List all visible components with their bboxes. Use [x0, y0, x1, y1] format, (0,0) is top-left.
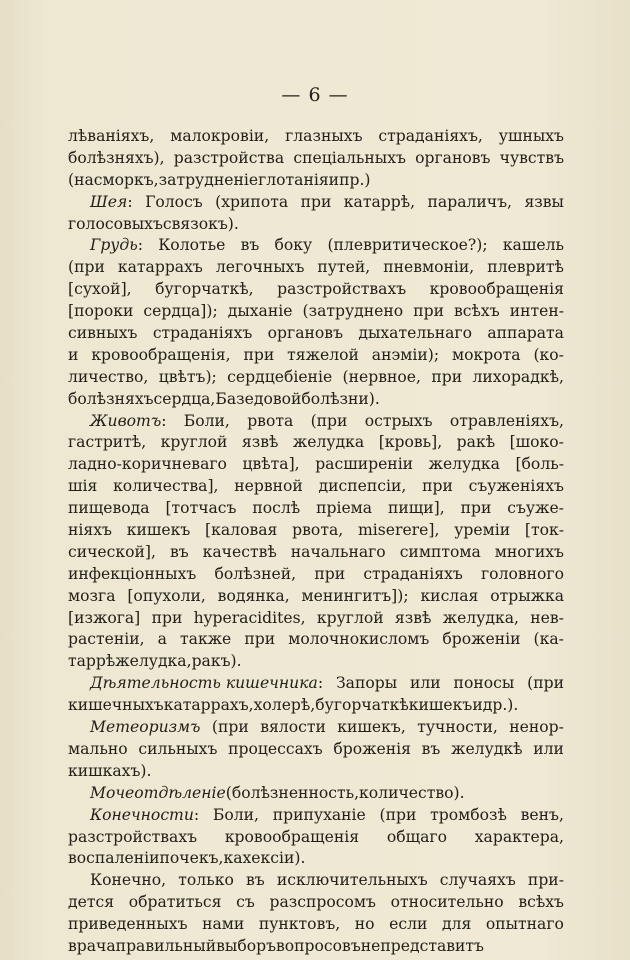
- section-heading: Шея: [90, 192, 128, 211]
- text-word: болѣзняхъ: [68, 389, 154, 408]
- text-word: [шоко-: [509, 433, 564, 452]
- text-word: [изжога]: [68, 608, 141, 627]
- text-word: припуханіе: [272, 805, 366, 824]
- page-number: — 6 —: [281, 84, 349, 106]
- section-paragraph: [68, 411, 564, 674]
- text-word: тучности,: [417, 718, 498, 737]
- text-word: (при: [211, 718, 249, 737]
- text-word: разстройствахъ: [68, 827, 198, 846]
- text-word: и: [328, 170, 340, 189]
- text-word: Запоры: [335, 674, 398, 693]
- text-word: Боли,: [212, 805, 259, 824]
- text-word: для: [441, 915, 472, 934]
- text-word: [90, 717, 200, 739]
- text-word: также: [180, 630, 232, 649]
- text-line: [68, 389, 564, 411]
- paragraph: [68, 126, 564, 192]
- text-word: ніяхъ: [68, 521, 112, 540]
- text-word: дется: [68, 893, 115, 912]
- text-word: диспепсіи,: [318, 477, 407, 496]
- text-word: въ: [169, 542, 189, 561]
- text-word: боку: [274, 236, 313, 255]
- text-line: [68, 323, 564, 345]
- text-line: [68, 870, 564, 892]
- paragraph: [68, 870, 564, 958]
- text-word: при: [300, 192, 332, 211]
- text-word: [каловая: [205, 521, 278, 540]
- text-line: [68, 214, 564, 236]
- text-word: уремiи: [454, 521, 511, 540]
- section-paragraph: [68, 673, 564, 717]
- text-word: катаррахъ: [117, 258, 203, 277]
- text-word: при: [244, 630, 276, 649]
- text-word: сердцебіеніе: [227, 367, 333, 386]
- text-word: Боли,: [183, 411, 230, 430]
- text-line: [68, 432, 564, 454]
- text-line: [68, 673, 564, 695]
- text-word: если: [389, 915, 428, 934]
- text-word: нами: [202, 915, 245, 934]
- text-word: холерѣ,: [253, 696, 316, 715]
- text-line: [68, 936, 564, 958]
- text-line: [68, 476, 564, 498]
- text-word: представитъ: [380, 936, 484, 955]
- text-word: сической],: [68, 542, 156, 561]
- text-line: [68, 257, 564, 279]
- text-word: органовъ: [415, 148, 491, 167]
- text-word: [90, 783, 226, 805]
- section-paragraph: [68, 192, 564, 236]
- text-word: менингитъ]);: [301, 586, 409, 605]
- text-word: болѣзняхъ),: [68, 148, 165, 167]
- text-word: количества],: [113, 477, 219, 496]
- text-word: (при: [68, 258, 105, 277]
- text-word: катаррахъ,: [163, 696, 254, 715]
- text-word: miserere],: [357, 521, 440, 540]
- text-word: съуже-: [507, 499, 564, 518]
- text-word: разстройствахъ: [277, 280, 407, 299]
- text-line: [68, 651, 564, 673]
- text-word: кислая: [420, 586, 479, 605]
- text-word: интен-: [509, 302, 564, 321]
- text-word: [опухоли,: [127, 586, 206, 605]
- text-word: мокрота: [451, 345, 521, 364]
- text-word: язвѣ: [394, 608, 432, 627]
- text-word: кишечныхъ: [68, 696, 164, 715]
- text-word: пневмоніи,: [383, 258, 475, 277]
- text-word: кишекъ: [126, 521, 191, 540]
- text-line: [68, 454, 564, 476]
- text-word: круглой: [160, 433, 228, 452]
- text-word: при: [422, 477, 453, 496]
- text-word: водянка,: [217, 586, 290, 605]
- text-word: желудка,: [115, 652, 192, 671]
- text-word: (болѣзненность,: [225, 783, 360, 802]
- text-word: отравленіяхъ,: [449, 411, 564, 430]
- body-text: [68, 126, 564, 958]
- text-line: [68, 192, 564, 214]
- text-word: глотанія: [258, 170, 329, 189]
- text-word: разстройства: [173, 148, 285, 167]
- text-word: (плевритическое?);: [327, 236, 488, 255]
- text-word: отрыжка: [490, 586, 564, 605]
- text-line: [68, 783, 564, 805]
- text-word: приведенныхъ: [68, 915, 188, 934]
- text-word: (насморкъ,: [68, 170, 159, 189]
- text-word: пищи],: [388, 499, 445, 518]
- text-word: катаррѣ,: [343, 192, 416, 211]
- text-word: желудка,: [442, 608, 519, 627]
- text-line: [68, 848, 564, 870]
- text-word: не: [360, 936, 381, 955]
- text-line: [68, 148, 564, 170]
- text-word: ненор-: [509, 718, 564, 737]
- text-word: Базедовой: [215, 389, 302, 408]
- text-line: [68, 279, 564, 301]
- text-word: относительно: [390, 893, 504, 912]
- text-word: ракъ).: [191, 652, 242, 671]
- section-heading: Животъ: [90, 411, 162, 430]
- text-word: желудка: [292, 433, 365, 452]
- text-word: пищевода: [68, 499, 150, 518]
- text-word: венъ,: [520, 805, 564, 824]
- section-paragraph: [68, 805, 564, 871]
- text-word: Дѣятельность кишечника:: [90, 674, 324, 693]
- text-word: дыхательнаго: [358, 324, 472, 343]
- text-word: общаго: [386, 827, 447, 846]
- text-word: мально: [68, 739, 128, 758]
- text-word: Колотье: [158, 236, 226, 255]
- text-word: съ: [236, 893, 255, 912]
- text-line: [68, 498, 564, 520]
- text-word: желудка: [428, 455, 500, 474]
- text-line: [68, 367, 564, 389]
- text-line: [68, 805, 564, 827]
- text-word: цвѣтъ);: [158, 367, 217, 386]
- text-word: мозга: [68, 586, 116, 605]
- text-word: кашель: [502, 236, 564, 255]
- text-word: кишекъ: [408, 696, 473, 715]
- text-word: кахексіи).: [223, 849, 306, 868]
- text-word: бугорчаткѣ: [315, 696, 409, 715]
- section-heading: Дѣятельность кишечника: [90, 674, 318, 693]
- text-line: [68, 411, 564, 433]
- text-word: пріема: [316, 499, 373, 518]
- text-word: связокъ).: [162, 214, 239, 233]
- text-word: рвота: [247, 411, 294, 430]
- text-line: [68, 345, 564, 367]
- text-word: гастритѣ,: [68, 433, 147, 452]
- text-word: бугорчаткѣ,: [155, 280, 254, 299]
- text-word: а: [157, 630, 167, 649]
- text-word: [сухой],: [68, 280, 132, 299]
- text-word: желудкѣ: [451, 739, 523, 758]
- text-word: (нервное,: [342, 367, 421, 386]
- text-word: [боль-: [515, 455, 564, 474]
- text-word: почекъ,: [159, 849, 224, 868]
- text-word: при: [413, 302, 444, 321]
- text-word: въ: [240, 236, 260, 255]
- text-line: [68, 892, 564, 914]
- text-word: при: [314, 564, 346, 583]
- text-word: кишекъ,: [337, 718, 406, 737]
- text-word: начальнаго: [290, 542, 386, 561]
- text-word: расширеніи: [315, 455, 414, 474]
- text-word: [пороки: [68, 302, 134, 321]
- text-line: [68, 520, 564, 542]
- text-word: или: [409, 674, 441, 693]
- text-word: [кровь],: [378, 433, 443, 452]
- text-word: воспаленіи: [68, 849, 160, 868]
- text-word: чувствъ: [499, 148, 564, 167]
- text-word: Шея:: [90, 192, 133, 211]
- text-line: [68, 235, 564, 257]
- text-word: нервной: [234, 477, 303, 496]
- text-line: [68, 586, 564, 608]
- text-word: нев-: [530, 608, 564, 627]
- section-heading: Грудь: [90, 236, 138, 255]
- text-word: но: [354, 915, 375, 934]
- text-word: плевритѣ: [487, 258, 564, 277]
- text-word: послѣ: [252, 499, 301, 518]
- section-heading: Конечности: [90, 805, 194, 824]
- text-word: въ: [245, 871, 265, 890]
- text-word: малокровіи,: [170, 127, 270, 145]
- text-word: лихорадкѣ,: [472, 367, 564, 386]
- text-word: Животъ:: [90, 411, 167, 430]
- text-line: [68, 761, 564, 783]
- text-word: тромбозѣ: [430, 805, 507, 824]
- text-word: кровообращенія: [429, 280, 564, 299]
- text-word: опытнаго: [485, 915, 564, 934]
- text-word: (ка-: [533, 630, 564, 649]
- text-word: (ко-: [533, 345, 564, 364]
- text-word: спеціальныхъ: [293, 148, 406, 167]
- text-word: тяжелой: [287, 345, 359, 364]
- text-word: или: [533, 739, 564, 758]
- text-word: [тотчасъ: [165, 499, 237, 518]
- text-word: анэміи);: [371, 345, 440, 364]
- text-word: при-: [527, 871, 564, 890]
- text-word: сильныхъ: [138, 739, 218, 758]
- text-word: язвы: [524, 192, 564, 211]
- text-word: кровообращенія,: [91, 345, 231, 364]
- text-word: рвота,: [292, 521, 344, 540]
- text-word: таррѣ: [68, 652, 116, 671]
- text-word: процессахъ: [228, 739, 323, 758]
- text-word: цвѣта],: [242, 455, 300, 474]
- text-word: съуженіяхъ: [468, 477, 564, 496]
- text-word: растеніи,: [68, 630, 145, 649]
- text-word: (при: [310, 411, 348, 430]
- text-word: сердца]);: [143, 302, 218, 321]
- text-line: [68, 717, 564, 739]
- text-word: многихъ: [494, 542, 564, 561]
- text-word: выборъ: [216, 936, 276, 955]
- text-word: молочнокисломъ: [288, 630, 430, 649]
- text-word: кровообращенія: [224, 827, 360, 846]
- text-word: броженіи: [442, 630, 521, 649]
- text-word: ушныхъ: [498, 127, 564, 145]
- text-word: круглой: [316, 608, 384, 627]
- text-word: головного: [481, 564, 564, 583]
- text-word: поносы: [453, 674, 515, 693]
- text-line: [68, 301, 564, 323]
- text-word: лѣваніяхъ,: [68, 127, 155, 145]
- text-word: ракѣ: [456, 433, 496, 452]
- text-word: обратиться: [128, 893, 222, 912]
- text-word: страданіяхъ,: [378, 127, 483, 145]
- text-word: количество).: [359, 783, 465, 802]
- text-word: характера,: [474, 827, 564, 846]
- text-word: болѣзни).: [301, 389, 380, 408]
- text-word: и: [472, 696, 483, 715]
- text-word: страданіяхъ: [363, 564, 463, 583]
- text-word: исключительныхъ: [276, 871, 428, 890]
- text-line: [68, 564, 564, 586]
- section-paragraph: [68, 717, 564, 783]
- text-word: аппарата: [487, 324, 564, 343]
- text-word: голосовыхъ: [68, 214, 163, 233]
- text-word: симптома: [399, 542, 481, 561]
- text-word: глазныхъ: [285, 127, 363, 145]
- text-line: [68, 126, 564, 148]
- text-word: острыхъ: [364, 411, 433, 430]
- text-word: броженія: [333, 739, 411, 758]
- text-line: [68, 170, 564, 192]
- text-word: въ: [421, 739, 441, 758]
- text-word: Конечности:: [90, 805, 200, 824]
- text-word: при: [460, 499, 492, 518]
- text-word: сердца,: [153, 389, 216, 408]
- text-word: Грудь:: [90, 236, 143, 255]
- text-word: инфекціонныхъ: [68, 564, 197, 583]
- text-word: дыханіе: [227, 302, 293, 321]
- text-word: затрудненіе: [158, 170, 259, 189]
- text-word: параличъ,: [427, 192, 512, 211]
- text-word: ладно-коричневаго: [68, 455, 227, 474]
- text-word: вопросовъ: [276, 936, 361, 955]
- text-word: кишкахъ).: [68, 761, 152, 780]
- text-word: язвѣ: [241, 433, 279, 452]
- text-word: качествѣ: [202, 542, 277, 561]
- text-word: врача: [68, 936, 116, 955]
- text-word: при: [243, 345, 275, 364]
- text-word: (хрипота: [215, 192, 289, 211]
- section-paragraph: [68, 783, 564, 805]
- text-word: сивныхъ: [68, 324, 138, 343]
- text-line: [68, 629, 564, 651]
- text-word: [ток-: [524, 521, 564, 540]
- section-paragraph: [68, 235, 564, 410]
- section-heading: Мочеотдѣленіе: [90, 783, 226, 802]
- text-word: разспросомъ: [269, 893, 376, 912]
- text-word: пунктовъ,: [258, 915, 341, 934]
- text-word: Голосъ: [145, 192, 203, 211]
- text-word: правильный: [115, 936, 217, 955]
- text-word: при: [431, 367, 463, 386]
- text-word: hyperacidites,: [193, 608, 306, 627]
- text-word: болѣзней,: [214, 564, 297, 583]
- section-heading: Метеоризмъ: [90, 718, 201, 737]
- text-line: [68, 914, 564, 936]
- text-word: Конечно,: [90, 871, 167, 890]
- text-line: [68, 695, 564, 717]
- text-word: личество,: [68, 367, 149, 386]
- text-word: всѣхъ: [518, 893, 564, 912]
- text-line: [68, 542, 564, 564]
- text-word: органовъ: [267, 324, 343, 343]
- text-word: и: [68, 345, 79, 364]
- text-word: (затруднено: [302, 302, 404, 321]
- text-word: всѣхъ: [454, 302, 500, 321]
- text-word: (при: [379, 805, 417, 824]
- text-line: [68, 739, 564, 761]
- text-word: шія: [68, 477, 98, 496]
- text-word: страданіяхъ: [152, 324, 253, 343]
- text-word: путей,: [317, 258, 371, 277]
- text-word: только: [178, 871, 234, 890]
- text-word: легочныхъ: [215, 258, 305, 277]
- text-word: (при: [527, 674, 564, 693]
- text-word: при: [151, 608, 183, 627]
- text-word: случаяхъ: [439, 871, 516, 890]
- text-word: др.).: [482, 696, 519, 715]
- text-line: [68, 827, 564, 849]
- text-line: [68, 608, 564, 630]
- text-word: вялости: [260, 718, 326, 737]
- text-word: пр.): [339, 170, 371, 189]
